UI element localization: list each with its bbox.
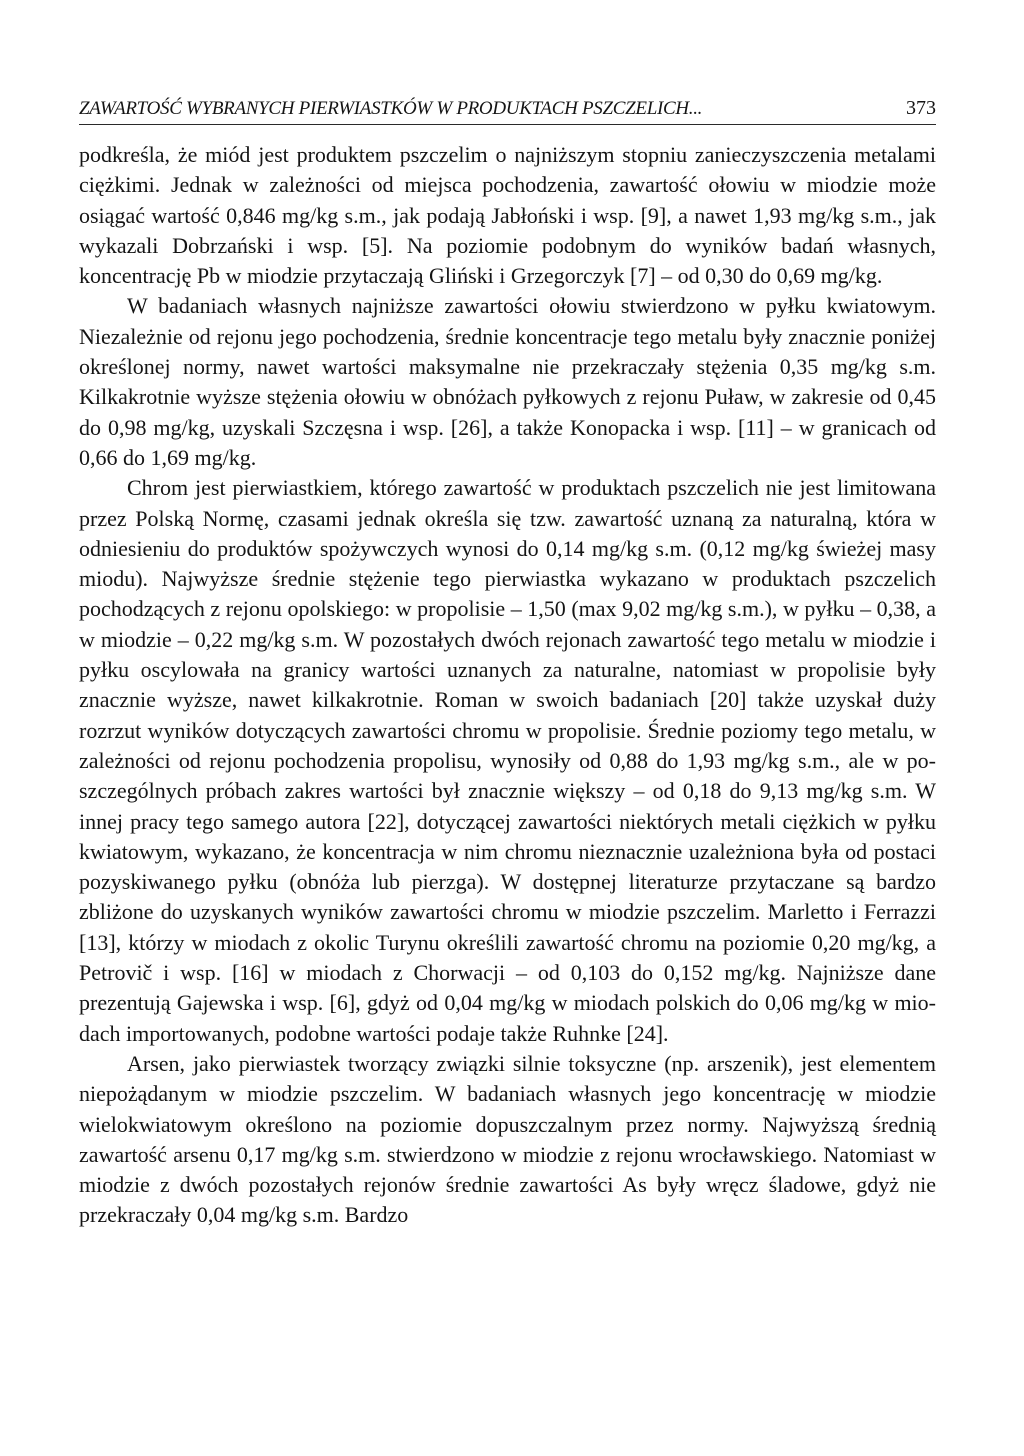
running-title: ZAWARTOŚĆ WYBRANYCH PIERWIASTKÓW W PRODUKTACH PSZCZELICH... [79,98,703,119]
running-header [79,96,936,125]
paragraph-lead-continuation: podkreśla, że miód jest produktem pszczelim o najniższym stopniu zanieczyszczenia metalami ciężkimi. Jednak w zależności od miejsca pochodzenia, zawartość ołowiu w miodzie może osiągać wartość 0,846 mg/kg s.m., jak podają Jabłoński i wsp. [9], a nawet 1,93 mg/kg s.m., jak wykazali Dobrzański i wsp. [5]. Na poziomie podobnym do wyników badań własnych, koncentrację Pb w miodzie przytaczają Gliński i Grzegorczyk [7] – od 0,30 do 0,69 mg/kg. [79,142,936,289]
page-number: 373 [906,97,936,119]
paragraph-chromium: Chrom jest pierwiastkiem, którego zawartość w produktach pszczelich nie jest limitowana przez Polską Normę, czasami jednak określa się tzw. zawartość uznaną za naturalną, która w odniesieniu do produktów spożywczych wynosi do 0,14 mg/kg s.m. (0,12 mg/kg świeżej masy miodu). Najwyższe średnie stężenie tego pierwiastka wykazano w produktach pszczelich pochodzących z rejonu opolskiego: w propolisie – 1,50 (max 9,02 mg/kg s.m.), w pyłku – 0,38, a w miodzie – 0,22 mg/kg s.m. W pozostałych dwóch rejonach zawartość tego metalu w miodzie i pyłku oscylowała na granicy wartości uznanych za naturalne, natomiast w propolisie były znacznie wyższe, nawet kilkakrotnie. Roman w swoich badaniach [20] także uzyskał duży rozrzut wyników dotyczących zawartości chromu w propolisie. Średnie poziomy tego metalu, w zależności od rejonu pochodzenia propolisu, wynosiły od 0,88 do 1,93 mg/kg s.m., ale w poszczególnych próbach zakres wartości był znacznie większy – od 0,18 do 9,13 mg/kg s.m. W innej pracy tego samego autora [22], dotyczącej zawartości niektórych metali ciężkich w pyłku kwiatowym, wykazano, że koncentracja w nim chromu nieznacznie uzależniona była od postaci pozyskiwanego pyłku (obnóża lub pierzga). W dostępnej literaturze przytaczane są bardzo zbliżone do uzyskanych wyników zawartości chromu w miodzie pszczelim. Marletto i Ferrazzi [13], którzy w miodach z okolic Turynu określili zawartość chromu na poziomie 0,20 mg/kg, a Petrovič i wsp. [16] w miodach z Chorwacji – od 0,103 do 0,152 mg/kg. Najniższe dane prezentują Gajewska i wsp. [6], gdyż od 0,04 mg/kg w miodach polskich do 0,06 mg/kg w miodach importowanych, podobne wartości podaje także Ruhnke [24]. [79,475,936,1046]
paragraph-arsenic: Arsen, jako pierwiastek tworzący związki silnie toksyczne (np. arszenik), jest elementem niepożądanym w miodzie pszczelim. W badaniach własnych jego koncentrację w miodzie wielokwiatowym określono na poziomie dopuszczalnym przez normy. Najwyższą średnią zawartość arsenu 0,17 mg/kg s.m. stwierdzono w miodzie z rejonu wrocławskiego. Natomiast w miodzie z dwóch pozostałych rejonów średnie zawartości As były wręcz śladowe, gdyż nie przekraczały 0,04 mg/kg s.m. Bardzo [79,1050,936,1228]
paragraph-lead-pollen: W badaniach własnych najniższe zawartości ołowiu stwierdzono w pyłku kwiatowym. Niezależnie od rejonu jego pochodzenia, średnie koncentracje tego metalu były znacznie poniżej określonej normy, nawet wartości maksymalne nie przekraczały stężenia 0,35 mg/kg s.m. Kilkakrotnie wyższe stężenia ołowiu w obnóżach pyłkowych z rejonu Puław, w zakresie od 0,45 do 0,98 mg/kg, uzyskali Szczęsna i wsp. [26], a także Konopacka i wsp. [11] – w granicach od 0,66 do 1,69 mg/kg. [79,293,936,470]
journal-page [79,96,936,1231]
body-text [79,140,936,1231]
